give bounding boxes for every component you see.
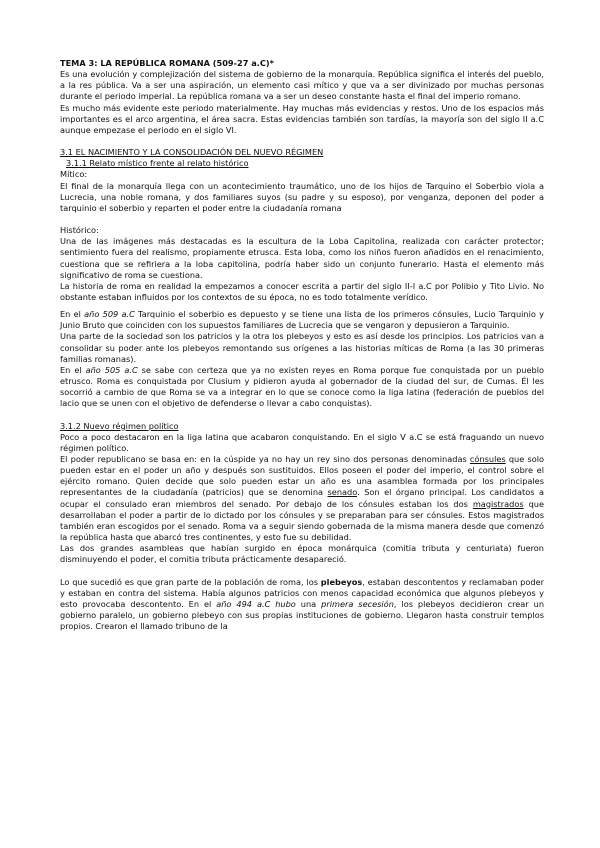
document-title: TEMA 3: LA REPÚBLICA ROMANA (509-27 a.C)* — [60, 58, 274, 68]
term-secesion: primera secesión — [321, 598, 394, 609]
nuevo-regimen-paragraph: Poco a poco destacaron en la liga latina que acabaron conquistando. En el siglo V a.C se está fraguando un nuevo régimen político. — [60, 431, 544, 453]
term-magistrados: magistrados — [472, 498, 524, 509]
plebeyos-paragraph: Lo que sucedió es que gran parte de la población de roma, los plebeyos, estaban descontentos y reclamaban poder y estaban en contra del sistema. Había algunos patricios con menos capacidad económica que algunos plebeyos y esto provocaba descontento. En el año 494 a.C hubo una primera secesión, los plebeyos decidieron crear un gobierno paralelo, un gobierno plebeyo con sus propias instituciones de gobierno. Llegaron hasta construir templos propios. Crearon el llamado tribuno de la — [60, 576, 545, 632]
poder-republicano-paragraph: El poder republicano se basa en: en la cúspide ya no hay un rey sino dos personas denominadas cónsules que solo pueden estar en el poder un año y después son sustituidos. Ellos poseen el poder del imperio, el control sobre el ejército romano. Quien decide que solo pueden estar un año es una asamblea formada por los principales representantes de la ciudadanía (patricios) que se denomina senado. Son el órgano principal. Los candidatos a ocupar el consulado eran miembros del senado. Por debajo de los cónsules estaban los dos magistrados que desarrollaban el poder a partir de lo dictado por los cónsules y se preparaban para ser cónsules. Estos magistrados también eran escogidos por el senado. Roma va a seguir siendo gobernada de la misma manera desde que comenzó la república hasta que abarcó tres continentes, y esto fue su debilidad. — [60, 454, 544, 543]
term-consules: cónsules — [469, 454, 506, 464]
historico-label: Histórico: — [60, 225, 99, 236]
year-509: año 509 a.C — [84, 309, 135, 320]
document-page — [60, 58, 544, 632]
year-494: año 494 a.C hubo — [216, 598, 296, 609]
historico-paragraph: La historia de roma en realidad la empezamos a conocer escrita a partir del siglo II-I a.C por Polibio y Tito Livio. No obstante estaban influidos por los contextos de su época, no es todo totalmente verídico. — [60, 280, 544, 302]
intro-paragraph: Es una evolución y complejización del sistema de gobierno de la monarquía. República significa el interés del pueblo, a la res pública. Va a ser una aspiración, un elemento casi mítico y que va a ser divinizado por muchas personas durante el periodo imperial. La república romana va a ser un deseo constante hasta el final del imperio romano. — [60, 69, 544, 102]
intro-paragraph: Es mucho más evidente este periodo materialmente. Hay muchas más evidencias y restos. Uno de los espacios más importantes es el arco argentina, el área sacra. Estas evidencias también son tardías, la mayoría son del siglo II a.C aunque empezase el periodo en el siglo VI. — [60, 102, 544, 135]
subsection-heading: 3.1.1 Relato místico frente al relato histórico — [66, 158, 249, 169]
year-509-paragraph: En el año 509 a.C Tarquinio el soberbio es depuesto y se tiene una lista de los primeros cónsules, Lucio Tarquinio y Junio Bruto que coinciden con los supuestos familiares de Lucrecia que se vengaron y depusieron a Tarquinio. — [60, 309, 544, 331]
asambleas-paragraph: Las dos grandes asambleas que habían surgido en época monárquica (comitia tributa y centuriata) fueron disminuyendo el poder, el comitia tributa prácticamente desapareció. — [60, 543, 544, 565]
section-heading: 3.1 EL NACIMIENTO Y LA CONSOLIDACIÓN DEL NUEVO RÉGIMEN — [60, 147, 324, 158]
mitico-paragraph: El final de la monarquía llega con un acontecimiento traumático, uno de los hijos de Tarquino el Soberbio viola a Lucrecia, una noble romana, y dos familiares suyos (su padre y su esposo), por venganza, deponen del poder a tarquinio el soberbio y reparten el poder entre la ciudadanía romana — [60, 180, 544, 213]
year-505: año 505 a.C — [85, 364, 138, 375]
mitico-label: Mítico: — [60, 169, 88, 180]
year-505-paragraph: En el año 505 a.C se sabe con certeza que ya no existen reyes en Roma porque fue conquistada por un pueblo etrusco. Roma es conquistada por Clusium y pidieron ayuda al gobernador de la ciudad del sur, de Cumas. Él les socorrió a cambio de que Roma se va a integrar en lo que se conoce como la liga latina (federación de pueblos del lacio que se unen con el objetivo de defenderse o llevar a cabo conquistas). — [60, 364, 544, 409]
subsection-heading: 3.1.2 Nuevo régimen político — [60, 420, 179, 431]
term-plebeyos: plebeyos — [320, 576, 363, 587]
patricios-paragraph: Una parte de la sociedad son los patricios y la otra los plebeyos y esto es así desde los principios. Los patricios van a consolidar su poder ante los plebeyos remontando sus orígenes a las historias míticas de Roma (a las 30 primeras familias romanas). — [60, 331, 544, 364]
historico-paragraph: Una de las imágenes más destacadas es la escultura de la Loba Capitolina, realizada con carácter protector; sentimiento fuera del realismo, propiamente etrusca. Esta loba, como los niños fueron añadidos en el renacimiento, cuestiona que se refiriera a la loba capitolina, podría haber sido un conjunto funerario. Hasta el elemento más significativo de roma se cuestiona. — [60, 236, 544, 280]
term-senado: senado — [327, 487, 358, 498]
